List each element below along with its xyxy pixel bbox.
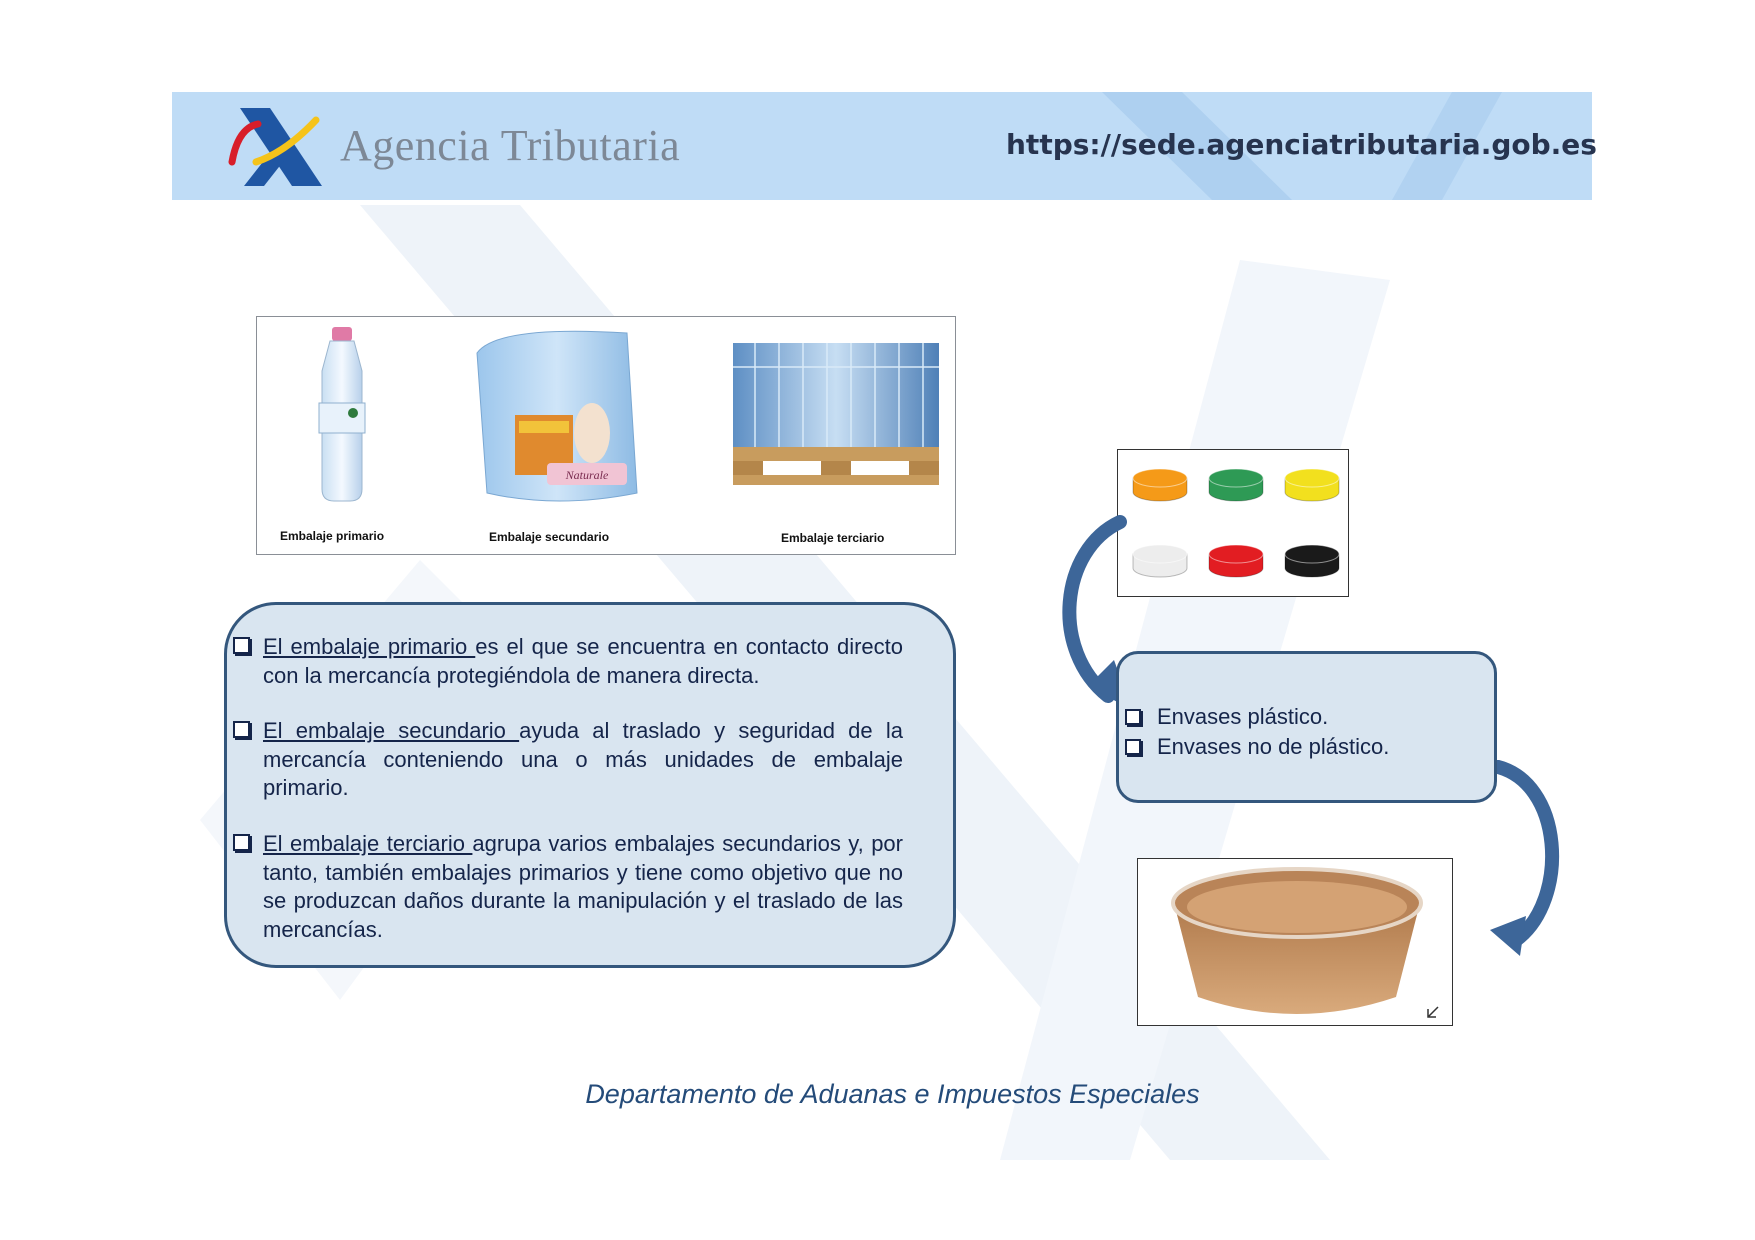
checkbox-bullet-icon bbox=[233, 637, 250, 654]
definition-primary bbox=[263, 633, 903, 690]
definition-text: agrupa varios embalajes secundarios y, por tanto, también embalajes primarios y tiene como objetivo que no se produzcan daños durante la manipulación y el traslado de las mercancías. bbox=[263, 831, 903, 942]
definition-text: es el que se encuentra en contacto directo con la mercancía protegiéndola de manera directa. bbox=[263, 634, 903, 688]
bottle-cap-top bbox=[1285, 469, 1339, 487]
envases-box bbox=[1116, 651, 1497, 803]
envases-item-label: Envases plástico. bbox=[1157, 704, 1329, 729]
bowl-drawing bbox=[1138, 859, 1454, 1027]
secondary-pack-brand: Naturale bbox=[565, 468, 609, 482]
definition-text: ayuda al traslado y seguridad de la mercancía conteniendo una o más unidades de embalaje primario. bbox=[263, 718, 903, 800]
bottle-cap-top bbox=[1133, 469, 1187, 487]
envases-item-no-plastico bbox=[1157, 734, 1389, 760]
definition-term: El embalaje primario bbox=[263, 634, 476, 659]
definition-tertiary bbox=[263, 830, 903, 944]
packaging-images-panel bbox=[256, 316, 956, 555]
water-pack-image bbox=[467, 323, 647, 513]
checkbox-bullet-icon bbox=[233, 834, 250, 851]
definition-term: El embalaje terciario bbox=[263, 831, 473, 856]
definition-secondary bbox=[263, 717, 903, 803]
bottle-cap-top bbox=[1209, 469, 1263, 487]
checkbox-bullet-icon bbox=[1125, 739, 1141, 755]
checkbox-bullet-icon bbox=[233, 721, 250, 738]
water-bottle-image bbox=[297, 325, 387, 505]
kraft-bowl-image bbox=[1137, 858, 1453, 1026]
resize-icon bbox=[1428, 1007, 1438, 1017]
caption-primary: Embalaje primario bbox=[280, 529, 385, 543]
bottle-cap-top bbox=[1209, 545, 1263, 563]
envases-item-label: Envases no de plástico. bbox=[1157, 734, 1390, 759]
agencia-tributaria-logo bbox=[228, 106, 328, 190]
bottle-cap-top bbox=[1285, 545, 1339, 563]
checkbox-bullet-icon bbox=[1125, 709, 1141, 725]
bottle-caps-image bbox=[1117, 449, 1349, 597]
curved-arrow-icon bbox=[1490, 760, 1572, 960]
brand-name: Agencia Tributaria bbox=[340, 121, 681, 170]
pallet-image bbox=[733, 343, 939, 513]
site-url[interactable]: https://sede.agenciatributaria.gob.es bbox=[1006, 128, 1597, 161]
caps-drawing bbox=[1118, 450, 1350, 598]
caption-secondary: Embalaje secundario bbox=[489, 530, 610, 544]
envases-item-plastico bbox=[1157, 704, 1328, 730]
department-footer: Departamento de Aduanas e Impuestos Especiales bbox=[585, 1079, 1200, 1109]
caption-tertiary: Embalaje terciario bbox=[781, 531, 885, 545]
definitions-box bbox=[224, 602, 956, 968]
definition-term: El embalaje secundario bbox=[263, 718, 520, 743]
